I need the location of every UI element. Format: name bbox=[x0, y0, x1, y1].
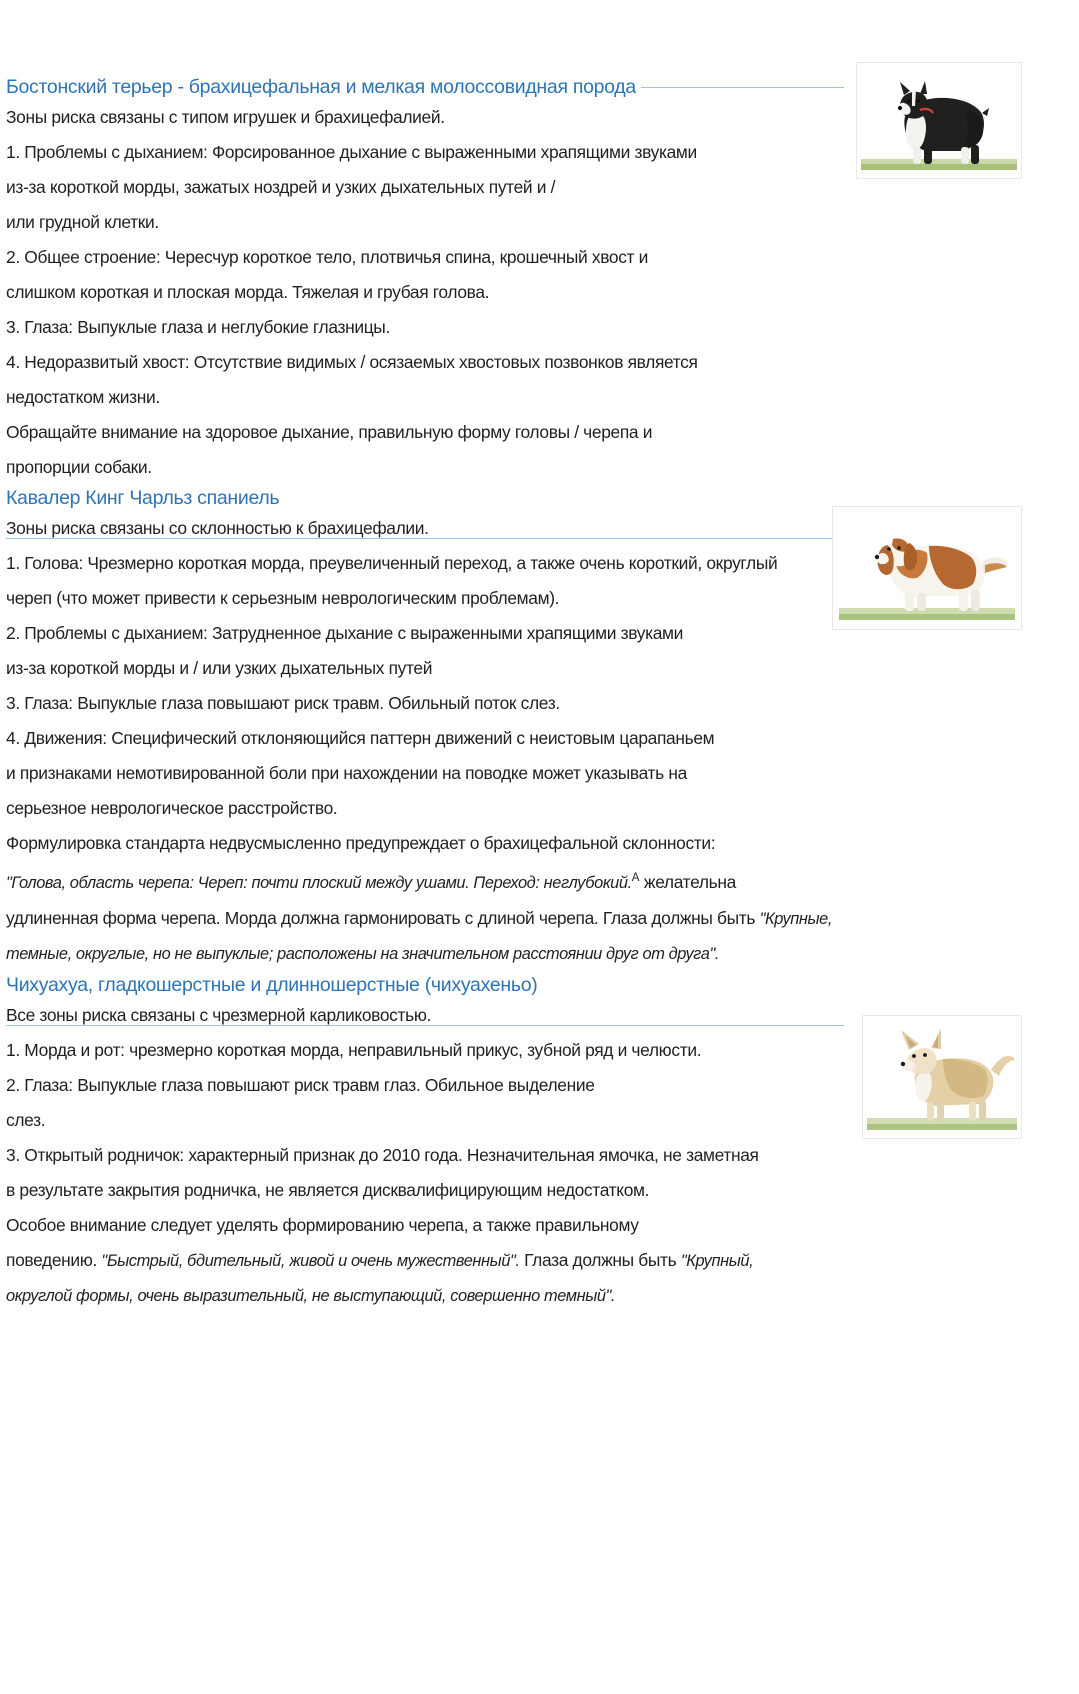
body-line: 1. Голова: Чрезмерно короткая морда, преувеличенный переход, а также очень короткий, округлый bbox=[6, 553, 778, 573]
body-line: недостатком жизни. bbox=[6, 387, 160, 407]
section-chihuahua bbox=[6, 972, 844, 1314]
body-line: 2. Общее строение: Чересчур короткое тело, плотвичья спина, крошечный хвост и bbox=[6, 247, 649, 267]
body-line: Формулировка стандарта недвусмысленно предупреждает о брахицефальной склонности: bbox=[6, 833, 716, 853]
body-line: слишком короткая и плоская морда. Тяжелая и грубая голова. bbox=[6, 282, 490, 302]
quote-italic-text: "Быстрый, бдительный, живой и очень мужественный". bbox=[101, 1251, 520, 1270]
body-line: череп (что может привести к серьезным неврологическим проблемам). bbox=[6, 588, 560, 608]
body-line: серьезное неврологическое расстройство. bbox=[6, 798, 338, 818]
body-line: 3. Открытый родничок: характерный признак до 2010 года. Незначительная ямочка, не заметная bbox=[6, 1144, 759, 1165]
quote-plain-text: удлиненная форма черепа. Морда должна гармонировать с длиной черепа. Глаза должны быть bbox=[6, 907, 756, 928]
section-heading-chihuahua bbox=[6, 972, 844, 998]
section-cavalier-king-charles-spaniel bbox=[6, 485, 844, 972]
body-line: и признаками немотивированной боли при нахождении на поводке может указывать на bbox=[6, 763, 687, 783]
quote-plain-text: Глаза должны быть bbox=[524, 1249, 677, 1270]
boston-terrier-photo bbox=[856, 62, 1022, 179]
document-body bbox=[6, 74, 844, 1314]
section-lead-text: Все зоны риска связаны с чрезмерной карликовостью. bbox=[6, 1005, 436, 1025]
footnote-marker: А bbox=[631, 872, 640, 884]
quote-italic-line: округлой формы, очень выразительный, не выступающий, совершенно темный". bbox=[6, 1286, 616, 1305]
section-boston-terrier bbox=[6, 74, 844, 485]
quote-italic-text: "Голова, область черепа: Череп: почти плоский между ушами. Переход: неглубокий. bbox=[6, 873, 632, 892]
body-line: 4. Недоразвитый хвост: Отсутствие видимых / осязаемых хвостовых позвонков является bbox=[6, 352, 698, 372]
section-heading-boston-terrier bbox=[6, 74, 844, 100]
quote-italic-text: "Крупный, bbox=[680, 1251, 754, 1270]
section-lead bbox=[6, 998, 844, 1033]
quote-plain-text: желательна bbox=[643, 871, 736, 892]
section-heading-cavalier bbox=[6, 485, 844, 511]
body-line: 3. Глаза: Выпуклые глаза повышают риск травм. Обильный поток слез. bbox=[6, 693, 560, 713]
section-heading-text: Кавалер Кинг Чарльз спаниель bbox=[6, 487, 284, 509]
body-line: из-за короткой морды, зажатых ноздрей и узких дыхательных путей и / bbox=[6, 177, 556, 197]
cavalier-king-charles-spaniel-photo bbox=[832, 506, 1022, 630]
body-line: Обращайте внимание на здоровое дыхание, правильную форму головы / черепа и bbox=[6, 422, 653, 442]
body-line: из-за короткой морды и / или узких дыхательных путей bbox=[6, 658, 433, 678]
section-lead-text: Зоны риска связаны с типом игрушек и брахицефалией. bbox=[6, 107, 445, 127]
quote-italic-text: "Крупные, bbox=[759, 909, 833, 928]
body-line: Особое внимание следует уделять формированию черепа, а также правильному bbox=[6, 1214, 639, 1235]
body-line: 3. Глаза: Выпуклые глаза и неглубокие глазницы. bbox=[6, 317, 390, 337]
quote-italic-line: темные, округлые, но не выпуклые; расположены на значительном расстоянии друг от друга". bbox=[6, 944, 720, 963]
body-line: или грудной клетки. bbox=[6, 212, 159, 232]
body-line: 2. Глаза: Выпуклые глаза повышают риск травм глаз. Обильное выделение bbox=[6, 1074, 595, 1095]
quote-line bbox=[6, 861, 844, 901]
body-line: 2. Проблемы с дыханием: Затрудненное дыхание с выраженными храпящими звуками bbox=[6, 623, 683, 643]
body-line: слез. bbox=[6, 1109, 46, 1130]
section-heading-text: Чихуахуа, гладкошерстные и длинношерстные (чихуахеньо) bbox=[6, 974, 542, 996]
chihuahua-photo bbox=[862, 1015, 1022, 1139]
quote-plain-text: поведению. bbox=[6, 1249, 97, 1270]
body-line: 1. Морда и рот: чрезмерно короткая морда, неправильный прикус, зубной ряд и челюсти. bbox=[6, 1039, 702, 1060]
body-line: 1. Проблемы с дыханием: Форсированное дыхание с выраженными храпящими звуками bbox=[6, 142, 697, 162]
section-lead-text: Зоны риска связаны со склонностью к брахицефалии. bbox=[6, 518, 434, 538]
body-line: в результате закрытия родничка, не является дисквалифицирующим недостатком. bbox=[6, 1179, 650, 1200]
section-heading-text: Бостонский терьер - брахицефальная и мелкая молоссовидная порода bbox=[6, 76, 641, 98]
lead-rule bbox=[6, 538, 844, 539]
body-line: 4. Движения: Специфический отклоняющийся паттерн движений с неистовым царапаньем bbox=[6, 728, 715, 748]
quote-line bbox=[6, 1243, 844, 1279]
quote-line bbox=[6, 901, 844, 937]
body-line: пропорции собаки. bbox=[6, 457, 152, 477]
section-lead bbox=[6, 511, 844, 546]
